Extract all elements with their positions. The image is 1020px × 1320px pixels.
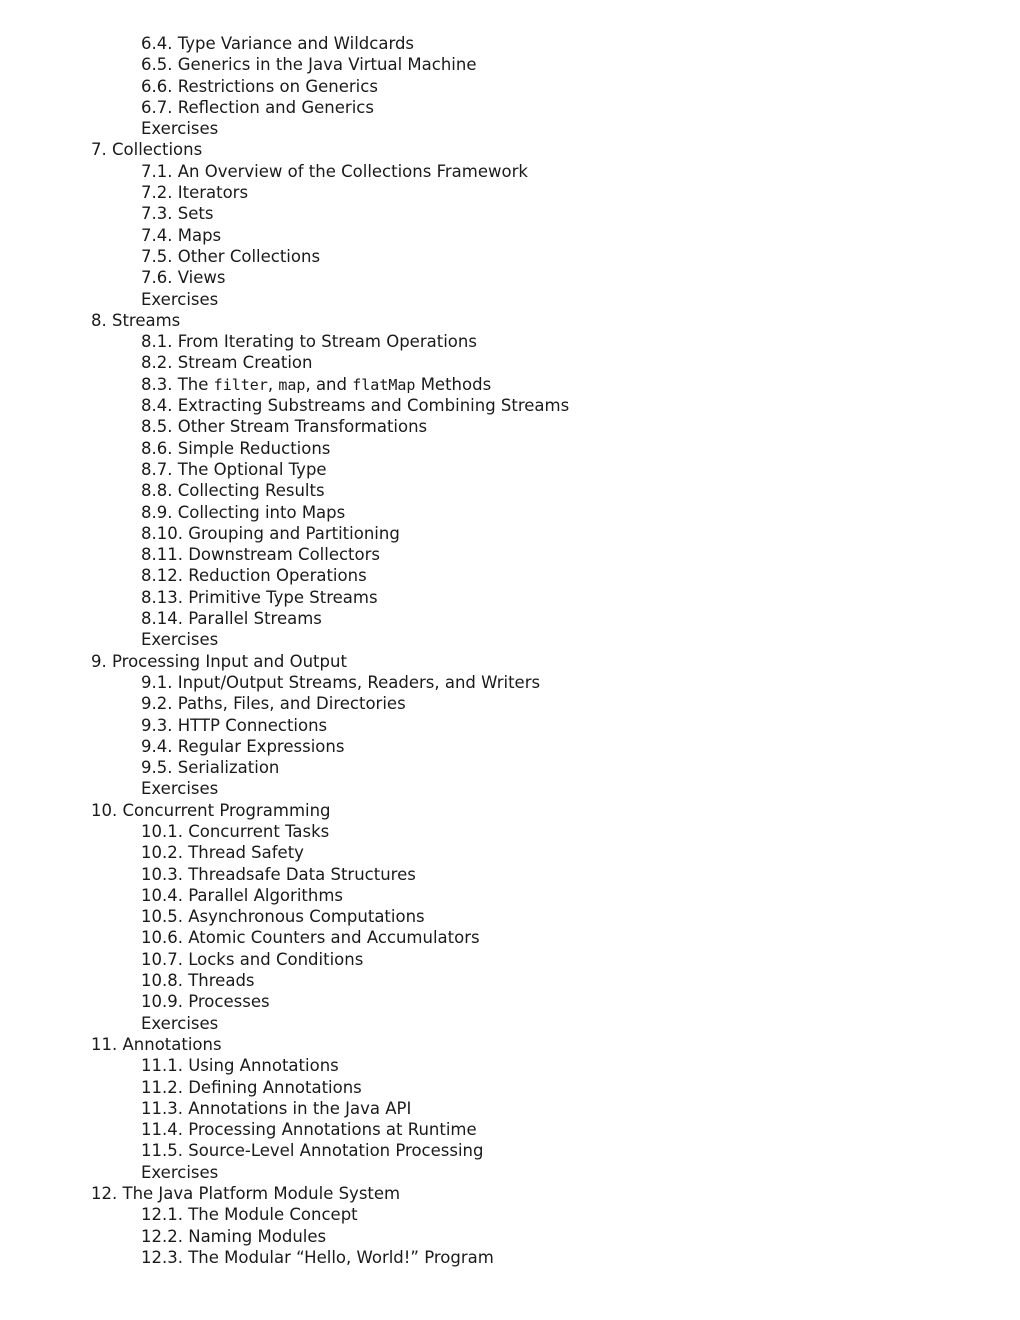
toc-section-link[interactable]: 7.6. Views xyxy=(141,268,226,288)
toc-section-link[interactable]: 10.5. Asynchronous Computations xyxy=(141,907,425,927)
toc-section-link[interactable]: 7.5. Other Collections xyxy=(141,246,321,266)
toc-section-link[interactable]: 8.8. Collecting Results xyxy=(141,481,325,501)
toc-section-link[interactable]: 8.10. Grouping and Partitioning xyxy=(141,523,400,543)
toc-text-fragment: 8.3. The xyxy=(141,374,214,394)
toc-section-link[interactable]: 9.5. Serialization xyxy=(141,758,280,778)
toc-text-fragment: , xyxy=(267,374,279,394)
toc-section-link[interactable]: Exercises xyxy=(141,289,219,309)
toc-code-fragment: map xyxy=(278,375,306,394)
toc-section-link[interactable]: 8.9. Collecting into Maps xyxy=(141,502,346,522)
toc-section-link[interactable]: 10.6. Atomic Counters and Accumulators xyxy=(141,928,480,948)
toc-section-link[interactable]: 10.8. Threads xyxy=(141,971,255,991)
toc-section-link[interactable]: Exercises xyxy=(141,1162,219,1182)
toc-section-link[interactable]: 9.2. Paths, Files, and Directories xyxy=(141,694,406,714)
toc-section-link[interactable]: 6.7. Reflection and Generics xyxy=(141,97,374,117)
toc-section-link[interactable]: 9.4. Regular Expressions xyxy=(141,736,345,756)
toc-section-link[interactable]: 7.1. An Overview of the Collections Framework xyxy=(141,161,528,181)
toc-section-link[interactable]: 8.14. Parallel Streams xyxy=(141,609,322,629)
toc-text-fragment: Methods xyxy=(415,374,492,394)
toc-section-link[interactable]: Exercises xyxy=(141,119,219,139)
toc-section-link[interactable]: Exercises xyxy=(141,1013,219,1033)
toc-section-link[interactable]: 10.9. Processes xyxy=(141,992,270,1012)
toc-section-link[interactable]: 7.4. Maps xyxy=(141,225,222,245)
toc-section-link[interactable]: 11.3. Annotations in the Java API xyxy=(141,1098,412,1118)
toc-section-link[interactable]: 11.2. Defining Annotations xyxy=(141,1077,362,1097)
toc-section-link[interactable]: 8.12. Reduction Operations xyxy=(141,566,367,586)
toc-section-link[interactable]: 8.2. Stream Creation xyxy=(141,353,313,373)
table-of-contents xyxy=(0,33,1020,1268)
toc-chapter-link[interactable]: 8. Streams xyxy=(91,310,181,330)
toc-section-link[interactable]: 10.7. Locks and Conditions xyxy=(141,949,364,969)
toc-section-link[interactable]: Exercises xyxy=(141,779,219,799)
toc-section-link[interactable]: 8.5. Other Stream Transformations xyxy=(141,417,428,437)
toc-section-link[interactable]: 10.1. Concurrent Tasks xyxy=(141,821,330,841)
toc-section-link[interactable]: 11.4. Processing Annotations at Runtime xyxy=(141,1120,477,1140)
toc-section-link[interactable]: 8.11. Downstream Collectors xyxy=(141,545,381,565)
toc-section-link[interactable]: 7.2. Iterators xyxy=(141,183,249,203)
toc-code-fragment: flatMap xyxy=(352,375,416,394)
toc-chapter-link[interactable]: 7. Collections xyxy=(91,140,203,160)
toc-section-link[interactable]: 12.1. The Module Concept xyxy=(141,1205,358,1225)
toc-section-link[interactable]: 6.4. Type Variance and Wildcards xyxy=(141,34,415,53)
toc-chapter-link[interactable]: 9. Processing Input and Output xyxy=(91,651,347,671)
toc-section-link[interactable]: 9.1. Input/Output Streams, Readers, and Writers xyxy=(141,672,541,692)
toc-section-link[interactable]: 8.13. Primitive Type Streams xyxy=(141,587,378,607)
toc-section-link[interactable]: 10.2. Thread Safety xyxy=(141,843,304,863)
toc-section-link[interactable]: 10.4. Parallel Algorithms xyxy=(141,885,343,905)
toc-section-link[interactable]: 12.2. Naming Modules xyxy=(141,1226,327,1246)
toc-section-link[interactable] xyxy=(0,374,1020,395)
toc-text-fragment: , and xyxy=(305,374,353,394)
toc-section-link[interactable]: 11.5. Source-Level Annotation Processing xyxy=(141,1141,484,1161)
toc-section-link[interactable]: 11.1. Using Annotations xyxy=(141,1056,339,1076)
toc-section-link[interactable]: 8.7. The Optional Type xyxy=(141,459,327,479)
toc-section-link[interactable]: 12.3. The Modular “Hello, World!” Program xyxy=(141,1247,494,1267)
toc-section-link[interactable]: 7.3. Sets xyxy=(141,204,214,224)
toc-section-link[interactable]: 6.6. Restrictions on Generics xyxy=(141,76,378,96)
toc-section-link[interactable]: 8.6. Simple Reductions xyxy=(141,438,331,458)
toc-section-link[interactable]: 10.3. Threadsafe Data Structures xyxy=(141,864,416,884)
toc-chapter-link[interactable]: 12. The Java Platform Module System xyxy=(91,1184,401,1204)
toc-chapter-link[interactable]: 10. Concurrent Programming xyxy=(91,800,331,820)
toc-section-link[interactable]: Exercises xyxy=(141,630,219,650)
toc-code-fragment: filter xyxy=(213,375,268,394)
toc-section-link[interactable]: 9.3. HTTP Connections xyxy=(141,715,328,735)
toc-section-link[interactable]: 8.1. From Iterating to Stream Operations xyxy=(141,332,477,352)
toc-section-link[interactable]: 6.5. Generics in the Java Virtual Machine xyxy=(141,55,477,75)
toc-chapter-link[interactable]: 11. Annotations xyxy=(91,1034,222,1054)
toc-section-link[interactable]: 8.4. Extracting Substreams and Combining Streams xyxy=(141,396,570,416)
